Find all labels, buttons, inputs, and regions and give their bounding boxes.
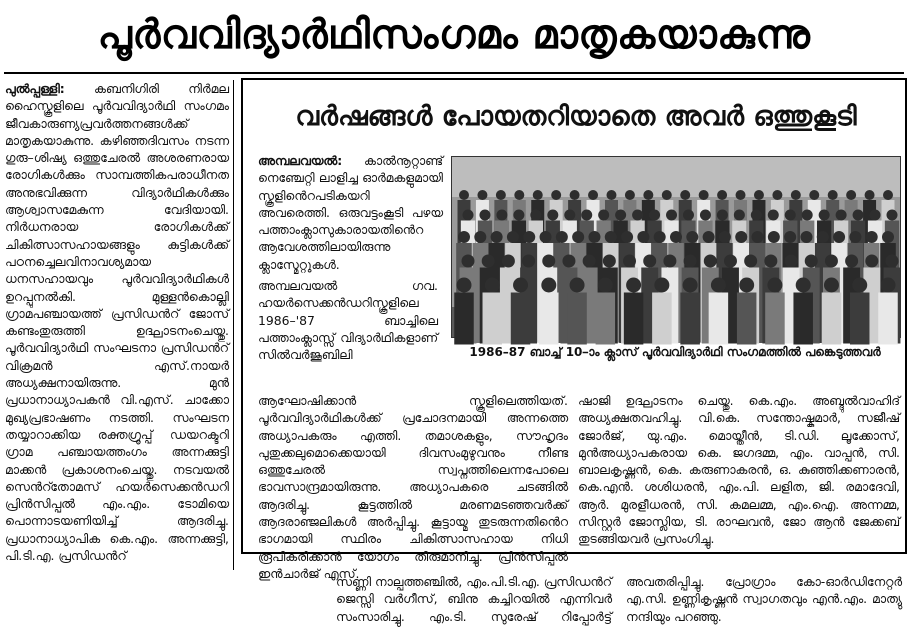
story2-dateline: അമ്പലവയൽ: [258,153,343,168]
group-photo [451,156,901,338]
group-photo-image [452,157,900,337]
story2-para2-cont [258,392,568,581]
story1-continued-text: സണ്ണി നാല്പത്തഞ്ചിൽ, എം.പി.ടി.എ. പ്രസിഡൻറ് ജെസ്സി വർഗീസ്, ബിനു കച്ചിറയിൽ എന്നിവർ സംസാരിച്ചു. എം.ടി. സുരേഷ് റിപ്പോർട്ട് അവതരിപ്പിച്ചു. പ്രോഗ്രാം കോ-ഓർഡിനേറ്റർ എ.സി. ഉണ്ണികൃഷ്ണൻ സ്വാഗതവും എൻ.എം. മാത്യു നന്ദിയും പറഞ്ഞു. [336,574,902,624]
page-headline: പൂർവവിദ്യാർഥിസംഗമം മാതൃകയാകുന്നു [97,12,811,58]
story1-body: കബനിഗിരി നിർമല ഹൈസ്കൂളിലെ പൂർവവിദ്യാർഥി സംഗമം ജീവകാരുണ്യപ്രവർത്തനങ്ങൾക്ക് മാതൃകയാകുന്നു. കഴിഞ്ഞദിവസം നടന്ന ഗുരു–ശിഷ്യ ഒത്തുചേരൽ അശരണരായ രോഗികൾക്കും സാമ്പത്തികപരാധീനത അനുഭവിക്കുന്ന വിദ്യാർഥികൾക്കും ആശ്വാസമേകുന്ന വേദിയായി. നിർധനരായ രോഗികൾക്ക് ചികിത്സാസഹായങ്ങളും കുട്ടികൾക്ക് പഠനച്ചെലവിനാവശ്യമായ ധനസഹായവും പൂർവവിദ്യാർഥികൾ ഉറപ്പുനൽകി. മുള്ളൻകൊല്ലി ഗ്രാമപഞ്ചായത്ത് പ്രസിഡൻറ് ജോസ് കണ്ടംതുരുത്തി ഉദ്ഘാടനംചെയ്തു. പൂർവവിദ്യാർഥി സംഘടനാ പ്രസിഡൻറ് വിക്രമൻ എസ്.നായർ അധ്യക്ഷനായിരുന്നു. മുൻ പ്രധാനാധ്യാപകൻ വി.എസ്. ചാക്കോ മുഖ്യപ്രഭാഷണം നടത്തി. സംഘടന തയ്യാറാക്കിയ രക്തഗ്രൂപ്പ് ഡയറക്ടറി ഗ്രാമ പഞ്ചായത്തംഗം അന്നക്കുട്ടി മാക്കൻ പ്രകാശനംചെയ്തു. നടവയൽ സെൻറ്തോമസ് ഹയർസെക്കൻഡറി പ്രിൻസിപ്പൽ എം.എം. ടോമിയെ പൊന്നാടയണിയിച്ച് ആദരിച്ചു. പ്രധാനാധ്യാപിക കെ.എം. അന്നക്കുട്ടി, പി.ടി.എ. പ്രസിഡൻറ് [5,81,229,564]
headline-divider [4,72,904,74]
story1-continued [336,573,902,630]
story1-column [5,80,229,630]
story2-para3 [578,392,900,550]
story1-dateline: പുൽപ്പള്ളി: [5,81,65,96]
story2-headline: വർഷങ്ങൾ പോയതറിയാതെ അവർ ഒത്തുകൂടി [295,101,857,132]
story2-para2-text: അമ്പലവയൽ ഗവ. ഹയർസെക്കൻഡറിസ്കൂളിലെ 1986–'87 ബാച്ചിലെ പത്താംക്ലാസ്സ് വിദ്യാർഥികളാണ് സിൽവർജൂബിലി [258,278,438,363]
photo-caption: 1986–87 ബാച്ച് 10–ാം ക്ലാസ് പൂർവവിദ്യാർഥി സംഗമത്തിൽ പങ്കെടുത്തവർ [469,345,881,359]
story2-para2-cont-text: ആഘോഷിക്കാൻ സ്കൂളിലെത്തിയത്. പൂർവവിദ്യാർഥികൾക്ക് പ്രചോദനമായി അന്നത്തെ അധ്യാപകരും എത്തി. തമാശകളും, സൗഹൃദം പുതുക്കലുമൊക്കെയായി ദിവസംമുഴുവനും നീണ്ട ഒത്തുചേരൽ സ്വപ്നത്തിലെന്നപോലെ ഭാവസാന്ദ്രമായിരുന്നു. അധ്യാപകരെ ചടങ്ങിൽ ആദരിച്ചു. കൂട്ടത്തിൽ മരണമടഞ്ഞവർക്ക് ആദരാഞ്ജലികൾ അർപ്പിച്ചു. കൂട്ടായ്മ തുടരുന്നതിൻെറ ഭാഗമായി സ്ഥിരം ചികിത്സാസഹായ നിധി രൂപീകരിക്കാൻ യോഗം തീരുമാനിച്ചു. പ്രിൻസിപ്പൽ ഇൻചാർജ് എസ്. [258,393,568,581]
story2-para2 [258,277,438,377]
story2-para3-text: ഷാജി ഉദ്ഘാടനം ചെയ്തു. കെ.എം. അബ്ദുൽവാഹിദ് അധ്യക്ഷതവഹിച്ചു. വി.കെ. സന്തോഷ്കുമാർ, സജീഷ് ജോർജ്, യു.എം. മൊയ്തീൻ, ടി.ഡി. ലൂക്കോസ്, മുൻഅധ്യാപകരായ കെ. ജഗദമ്മ, എം. വാപ്പൻ, സി. ബാലകൃഷ്ണൻ, കെ. കരുണാകരൻ, ഒ. കുഞ്ഞിക്കണാരൻ, കെ.എൻ. ശശിധരൻ, എം.പി. ലളിത, ജി. രമാദേവി, ആർ. മുരളീധരൻ, സി. കമലമ്മ, എം.ഐ. അന്നമ്മ, സിസ്റ്റർ ജോസ്ലിയ, ടി. രാഘവൻ, ജോ ആൻ ജേക്കബ് തുടങ്ങിയവർ പ്രസംഗിച്ചു. [578,393,900,547]
story2-para1-text: കാൽനൂറ്റാണ്ട് നെഞ്ചേറ്റി ലാളിച്ച ഓർമകളുമായി സ്കൂളിൻെറപടികയറി അവരെത്തി. ഒരുവട്ടംകൂടി പഴയ പത്താംക്ലാസുകാരായതിൻെറ ആവേശത്തിലായിരുന്നു ക്ലാസ്മേറ്റുകൾ. [258,153,443,272]
story2-para1 [258,152,443,276]
column-divider [233,80,234,570]
